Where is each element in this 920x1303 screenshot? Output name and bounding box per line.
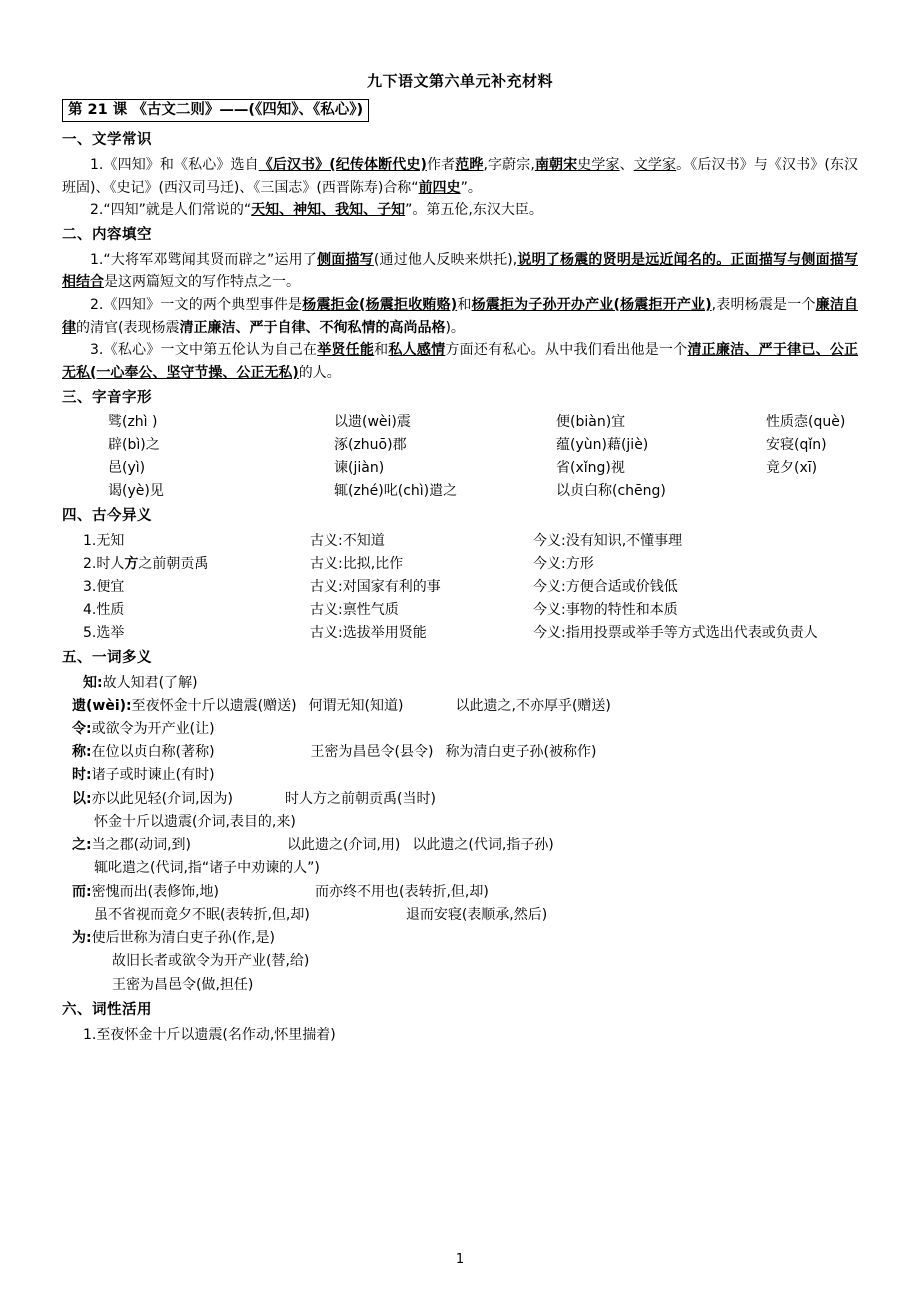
poly-val-cheng-1: 在位以贞白称(著称) [91,744,215,761]
pron-cell: 便(biàn)宜 [556,414,626,431]
poly-key-shi: 时: [72,767,92,784]
poly-val-er-4: 退而安寝(表顺承,然后) [405,906,548,923]
poly-entry-ling [72,718,858,741]
s2-i3-f: 清正廉洁、严于律已、公正无私(一心奉公、坚守节操、公正无私) [62,342,859,381]
s2-i1-e: 正面描写与侧面描写相结合 [62,251,859,291]
s2-i3-a: 3.《私心》一文中第五伦认为自己在 [90,342,318,359]
lesson-box-wrapper [62,99,858,127]
s1-i1-h: 、 [619,156,634,173]
gj-modern: 今义:方便合适或价钱低 [533,578,678,595]
gj-word: 1.无知 [83,532,125,549]
s1-i1-l: ”。 [460,179,482,196]
lesson-title-box: 第 21 课 《古文二则》——(《四知》、《私心》) [62,99,369,122]
s2-i1-b: 侧面描写 [317,251,374,268]
poly-val-cheng-2: 王密为昌邑令(县令) [310,744,434,761]
poly-val-wei2-2-row [112,950,858,973]
s1-i1-c: 作者 [426,156,456,173]
section-heading-ancient-modern: 四、古今异义 [62,508,152,525]
s2-i1-a: 1.“大将军邓骘闻其贤而辟之”运用了 [90,251,318,268]
s2-i2-e: ,表明杨震是一个 [711,296,816,313]
gj-modern: 今义:方形 [533,555,594,572]
pron-cell: 涿(zhuō)郡 [334,437,407,454]
s2-i3-d: 私人感情 [388,342,446,359]
s1-i1-e: ,字蔚宗, [483,156,535,173]
poly-val-cheng-3: 称为清白吏子孙(被称作) [445,744,597,761]
s2-i1-d: 说明了杨震的贤明是远近闻名的。 [517,251,731,268]
pron-cell: 安寝(qǐn) [766,437,827,454]
poly-entry-yi [72,788,858,811]
poly-val-er-1: 密愧而出(表修饰,地) [91,883,219,900]
poly-val-yi-2: 时人方之前朝贡禹(当时) [284,790,436,807]
s1-item-1 [62,154,858,199]
s1-i1-d: 范晔 [455,156,484,173]
pron-cell: 蕴(yùn)藉(jiè) [556,437,649,454]
poly-val-wei2-3: 王密为昌邑令(做,担任) [112,976,254,993]
poly-val-yi-3-row [94,811,858,834]
poly-val-er-2: 而亦终不用也(表转折,但,却) [314,883,489,900]
poly-val-wei-1: 至夜怀金十斤以遗震(赠送) [131,697,297,714]
s1-i1-k: 前四史 [418,179,461,196]
section-heading-literary-knowledge: 一、文学常识 [62,132,152,149]
s2-item-3 [62,339,858,384]
poly-entry-zhi2 [72,834,858,857]
s2-item-1 [62,249,858,294]
s2-i2-h: 清正廉洁、严于自律、不徇私情的高尚品格 [179,319,446,336]
poly-key-wei: 遗(wèi): [72,697,132,714]
s2-i2-a: 2.《四知》一文的两个典型事件是 [90,296,303,313]
poly-val-wei2-1: 使后世称为清白吏子孙(作,是) [91,930,275,947]
pron-cell: 竟夕(xī) [766,460,818,477]
section-heading-polysemy: 五、一词多义 [62,649,152,666]
s2-i2-f: 廉洁自律 [62,296,859,336]
s2-i2-c: 和 [457,296,472,313]
poly-val-ling-1: 或欲令为开产业(让) [91,720,215,737]
s2-i3-g: 的人。 [298,365,341,381]
poly-key-er: 而: [72,883,92,900]
s1-i1-b: 《后汉书》(纪传体断代史) [258,156,427,173]
poly-val-zhi2-4: 辄叱遣之(代词,指“诸子中劝谏的人”) [94,860,320,877]
s1-i2-c: ”。第五伦,东汉大臣。 [405,202,543,219]
poly-entry-wei [72,695,858,718]
gj-word: 5.选举 [83,624,125,641]
s2-i1-f: 是这两篇短文的写作特点之一。 [104,274,300,291]
poly-entry-shi [72,764,858,787]
poly-key-zhi: 知: [83,674,103,691]
s2-i3-c: 和 [374,342,389,359]
poly-val-zhi2-1: 当之郡(动词,到) [91,837,191,854]
s6-item-1: 1.至夜怀金十斤以遗震(名作动,怀里揣着) [83,1026,336,1043]
s2-i2-i: )。 [445,319,465,336]
gj-ancient: 古义:对国家有利的事 [310,578,441,595]
pron-cell: 邑(yì) [108,460,146,477]
pron-cell: 辟(bì)之 [108,437,160,454]
s1-i2-b: 天知、神知、我知、子知 [251,202,406,219]
gj-ancient: 古义:不知道 [310,532,385,549]
section-heading-content-fill: 二、内容填空 [62,226,152,243]
poly-val-zhi2-3: 以此遗之(代词,指子孙) [412,837,554,854]
gj-ancient: 古义:选拔举用贤能 [310,624,427,641]
gj-ancient: 古义:禀性气质 [310,601,399,618]
poly-entry-er [72,881,858,904]
page-number: 1 [455,1252,465,1267]
s2-i2-d: 杨震拒为子孙开办产业(杨震拒开产业) [471,296,712,313]
poly-val-yi-1: 亦以此见轻(介词,因为) [91,790,233,807]
s2-i2-g: 的清官(表现杨震 [76,319,180,336]
section-heading-pronunciation: 三、字音字形 [62,389,152,406]
s2-i3-b: 举贤任能 [317,342,375,359]
gj-word: 3.便宜 [83,578,125,595]
poly-key-yi: 以: [72,790,92,807]
pron-cell: 骘(zhì ) [108,414,158,431]
s2-i3-e: 方面还有私心。从中我们看出他是一个 [445,342,688,359]
poly-val-shi-1: 诸子或时谏止(有时) [91,767,215,784]
pron-cell: 谏(jiàn) [334,460,385,477]
s1-i1-g: 史学家 [577,156,620,173]
poly-val-wei-2: 何谓无知(知道) [308,697,404,714]
pron-cell: 以遗(wèi)震 [334,414,411,431]
page-title: 九下语文第六单元补充材料 [366,72,553,90]
gj-word: 4.性质 [83,601,125,618]
pron-cell: 谒(yè)见 [108,483,164,500]
poly-entry-cheng [72,741,858,764]
gj-ancient: 古义:比拟,比作 [310,555,404,572]
s1-item-2 [62,199,858,222]
poly-val-er-3: 虽不省视而竟夕不眠(表转折,但,却) [94,906,310,923]
poly-val-zhi2-4-row [94,857,858,880]
poly-val-wei2-2: 故旧长者或欲令为开产业(替,给) [112,953,310,970]
poly-val-zhi-1: 故人知君(了解) [102,674,198,691]
poly-val-zhi2-2: 以此遗之(介词,用) [286,837,401,854]
poly-key-zhi2: 之: [72,837,92,854]
poly-key-wei2: 为: [72,930,92,947]
s1-i1-f: 南朝宋 [534,156,578,173]
poly-val-wei2-3-row [112,974,858,997]
pron-cell: 省(xǐng)视 [556,460,625,477]
pron-cell: 以贞白称(chēng) [556,483,666,500]
pronunciation-grid [108,411,858,503]
s2-i1-c: (通过他人反映来烘托), [373,251,518,268]
poly-val-yi-3: 怀金十斤以遗震(介词,表目的,来) [94,813,296,830]
gj-word: 2.时人方之前朝贡禹 [83,555,209,572]
gj-modern: 今义:指用投票或举手等方式选出代表或负责人 [533,624,818,641]
poly-entry-wei2 [72,927,858,950]
poly-val-er-row-2 [94,904,858,927]
s1-i1-a: 1.《四知》和《私心》选自 [90,156,259,173]
s1-i1-j: 。《后汉书》与《汉书》(东汉班固)、《史记》(西汉司马迁)、《三国志》(西晋陈寿)合称“ [62,156,859,196]
poly-key-ling: 令: [72,720,92,737]
s1-i2-a: 2.“四知”就是人们常说的“ [90,202,252,219]
pron-cell [766,480,858,503]
poly-key-cheng: 称: [72,744,92,761]
gj-modern: 今义:事物的特性和本质 [533,601,678,618]
pron-cell: 辄(zhé)叱(chì)遣之 [334,483,458,500]
gj-modern: 今义:没有知识,不懂事理 [533,532,683,549]
s2-i2-b: 杨震拒金(杨震拒收贿赂) [302,296,458,313]
s2-item-2 [62,294,858,339]
ancient-modern-grid [83,530,858,645]
poly-val-wei-3: 以此遗之,不亦厚乎(赠送) [455,697,611,714]
pron-cell: 性质悫(què) [766,414,846,431]
s1-i1-i: 文学家 [633,156,677,173]
poly-entry-zhi [83,672,858,695]
section-heading-word-usage: 六、词性活用 [62,1001,152,1018]
